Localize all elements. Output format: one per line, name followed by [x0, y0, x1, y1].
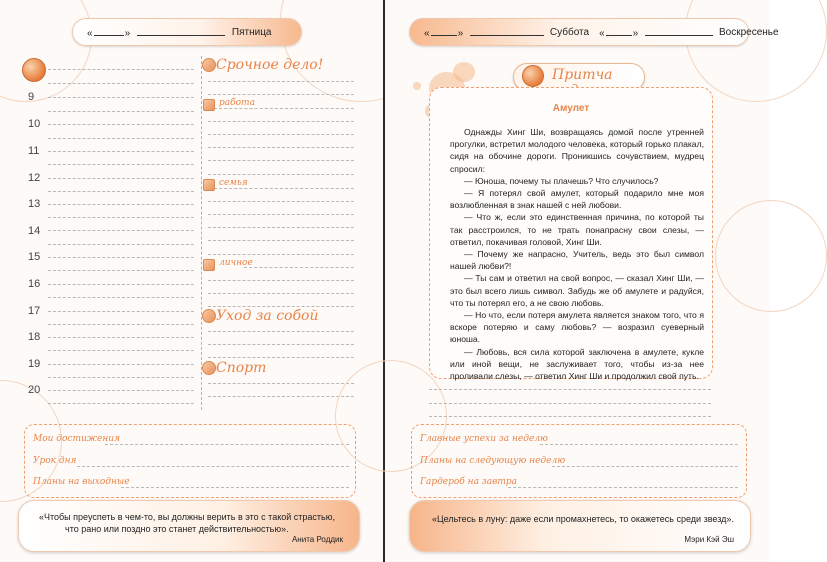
hour-label: 13 [28, 198, 41, 210]
hour-label: 18 [28, 331, 41, 343]
story-paragraph: — Юноша, почему ты плачешь? Что случилось? [464, 175, 659, 186]
right-page [385, 0, 779, 562]
sunday-label: Воскресенье [718, 26, 779, 38]
personal-icon [203, 259, 215, 271]
successes-label: Главные успехи за неделю [420, 434, 548, 444]
achievements-line[interactable] [105, 444, 349, 445]
story-paragraph: — Ты сам и ответил на свой вопрос, — сказал Хинг Ши, — это был всего лишь символ. Забудь же об амулете и радуйся, что ты потерял его, а не свою любовь. [450, 273, 704, 308]
quote-card [409, 500, 751, 552]
sport-icon [202, 361, 216, 375]
date-field[interactable]: « » [87, 26, 226, 39]
story-paragraph: — Я потерял свой амулет, который подарило мне моя возлюбленная в знак нашей с ней любови. [450, 188, 704, 211]
lesson-label: Урок дня [33, 456, 77, 466]
sport-label: Спорт [216, 360, 267, 376]
quote-author: Мэри Кэй Эш [684, 535, 734, 544]
quote-card [18, 500, 360, 552]
quote-text: «Чтобы преуспеть в чем-то, вы должны верить в это с такой страстью, что рано или поздно это станет действительностью». [39, 512, 335, 534]
left-page [0, 0, 383, 562]
parable-story-box [429, 87, 713, 382]
hour-label: 20 [28, 384, 41, 396]
wardrobe-line[interactable] [508, 487, 738, 488]
orb-icon [522, 65, 544, 87]
story-paragraph: — Почему же напрасно, Учитель, ведь это был символ нашей любви?! [450, 249, 704, 272]
story-paragraph: — Но что, если потеря амулета является знаком того, что я вскоре потеряю и саму любовь? — возразил суеверный юноша. [450, 310, 704, 345]
saturday-date-field[interactable]: « » [424, 26, 545, 39]
hour-label: 16 [28, 278, 41, 290]
weekend-label: Планы на выходные [33, 477, 130, 487]
story-paragraph: Однажды Хинг Ши, возвращаясь домой после утренней прогулки, встретил молодого человека, который горько плакал, сидя на обочине дороги. Проникшись сочувствием, мудрец спросил: [450, 127, 704, 174]
day-name: Пятница [231, 26, 272, 38]
sun-icon [22, 58, 46, 82]
hour-label: 10 [28, 118, 41, 130]
family-label: семья [219, 178, 248, 188]
plans-line[interactable] [552, 466, 738, 467]
column-divider [201, 56, 202, 410]
urgent-label: Срочное дело! [216, 57, 324, 73]
work-label: работа [219, 98, 255, 108]
plans-label: Планы на следующую неделю [420, 456, 566, 466]
story-text [450, 126, 704, 382]
daily-notes-box [24, 424, 356, 498]
weekly-notes-box [411, 424, 747, 498]
story-paragraph: — Что ж, если это единственная причина, по которой ты так расстроился, то не трать понапрасну свои слезы, — ответил, покачивая головой, Хинг Ши. [450, 212, 704, 247]
hour-label: 12 [28, 172, 41, 184]
hour-label: 14 [28, 225, 41, 237]
self-care-label: Уход за собой [216, 308, 319, 324]
hour-label: 15 [28, 251, 41, 263]
quote-text: «Цельтесь в луну: даже если промахнетесь, то окажетесь среди звезд». [432, 514, 734, 524]
hour-label: 19 [28, 358, 41, 370]
personal-label: личное [219, 258, 253, 268]
family-icon [203, 179, 215, 191]
hour-label: 11 [28, 145, 40, 157]
self-care-icon [202, 309, 216, 323]
story-title: Амулет [552, 103, 590, 114]
saturday-label: Суббота [549, 26, 590, 38]
sunday-date-field[interactable]: « » [599, 26, 714, 39]
urgent-icon [202, 58, 216, 72]
parable-title: Притча [552, 67, 613, 83]
achievements-label: Мои достижения [33, 434, 121, 444]
work-icon [203, 99, 215, 111]
lesson-line[interactable] [77, 466, 349, 467]
hour-label: 17 [28, 305, 41, 317]
story-paragraph: — Любовь, вся сила которой заключена в амулете, кукле или иной вещи, не заслуживает того, чтобы из-за нее проливали слезы, — ответил Хинг Ши и продолжил свой путь. [450, 346, 704, 382]
successes-line[interactable] [540, 444, 738, 445]
quote-author: Анита Роддик [291, 535, 343, 544]
hour-label: 9 [28, 91, 35, 103]
weekend-line[interactable] [121, 487, 349, 488]
wardrobe-label: Гардероб на завтра [420, 477, 517, 487]
friday-header [72, 18, 302, 46]
weekend-header [409, 18, 779, 46]
